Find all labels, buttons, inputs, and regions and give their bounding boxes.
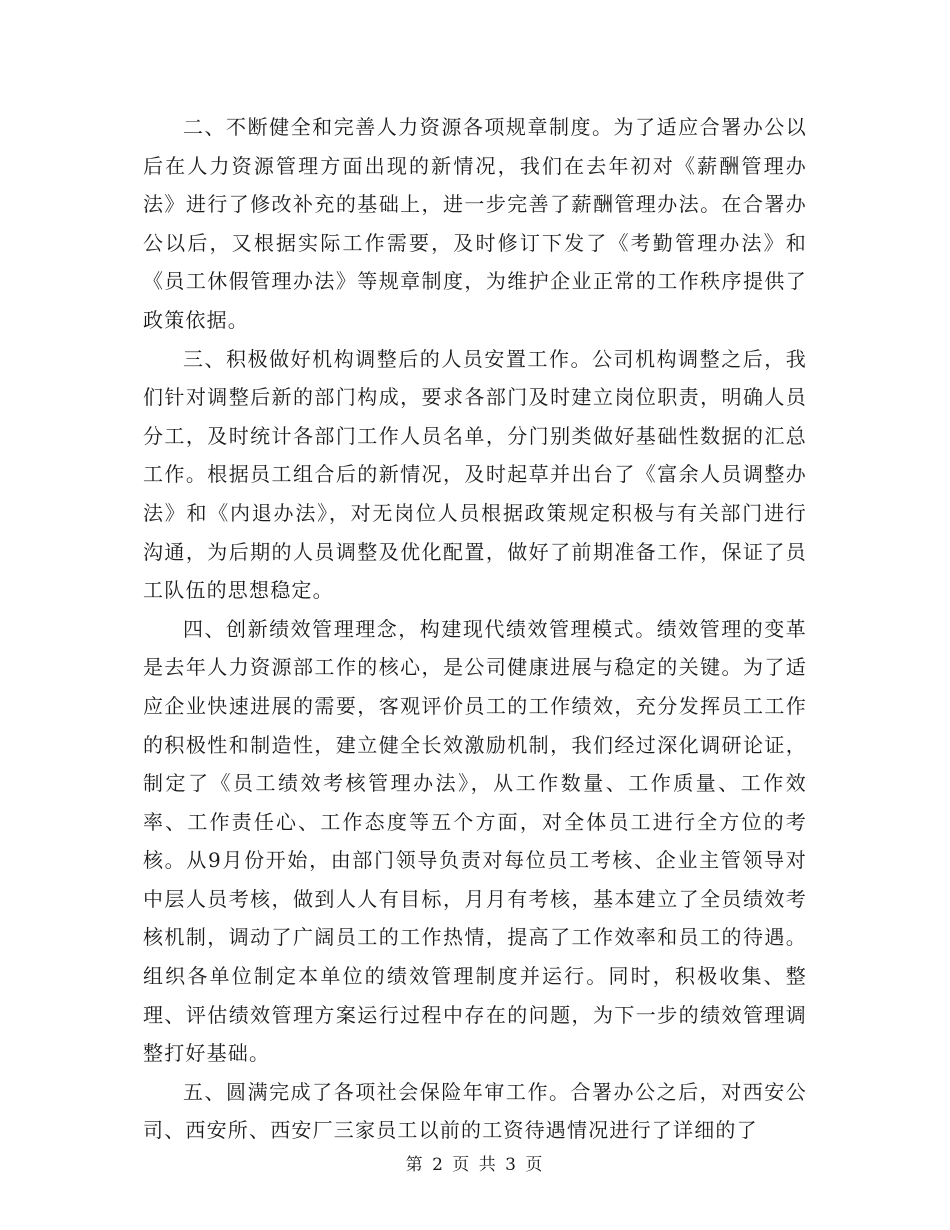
paragraph-4-performance-management: 四、创新绩效管理理念，构建现代绩效管理模式。绩效管理的变革是去年人力资源部工作的核心，是公司健康进展与稳定的关键。为了适应企业快速进展的需要，客观评价员工的工作绩效，充分发挥员工工作的积极性和制造性，建立健全长效激励机制，我们经过深化调研论证，制定了《员工绩效考核管理办法》，从工作数量、工作质量、工作效率、工作责任心、工作态度等五个方面，对全体员工进行全方位的考核。从9月份开始，由部门领导负责对每位员工考核、企业主管领导对中层人员考核，做到人人有目标，月月有考核，基本建立了全员绩效考核机制，调动了广阔员工的工作热情，提高了工作效率和员工的待遇。组织各单位制定本单位的绩效管理制度并运行。同时，积极收集、整理、评估绩效管理方案运行过程中存在的问题，为下一步的绩效管理调整打好基础。 [143, 616, 807, 1066]
document-body [143, 108, 807, 1150]
paragraph-3-staff-placement: 三、积极做好机构调整后的人员安置工作。公司机构调整之后，我们针对调整后新的部门构成，要求各部门及时建立岗位职责，明确人员分工，及时统计各部门工作人员名单，分门别类做好基础性数据的汇总工作。根据员工组合后的新情况，及时起草并出台了《富余人员调整办法》和《内退办法》，对无岗位人员根据政策规定积极与有关部门进行沟通，为后期的人员调整及优化配置，做好了前期准备工作，保证了员工队伍的思想稳定。 [143, 346, 807, 603]
paragraph-5-social-insurance: 五、圆满完成了各项社会保险年审工作。合署办公之后，对西安公司、西安所、西安厂三家员工以前的工资待遇情况进行了详细的了 [143, 1079, 807, 1143]
paragraph-2-regulations: 二、不断健全和完善人力资源各项规章制度。为了适应合署办公以后在人力资源管理方面出现的新情况，我们在去年初对《薪酬管理办法》进行了修改补充的基础上，进一步完善了薪酬管理办法。在合署办公以后，又根据实际工作需要，及时修订下发了《考勤管理办法》和《员工休假管理办法》等规章制度，为维护企业正常的工作秩序提供了政策依据。 [143, 115, 807, 332]
page-number-footer: 第 2 页 共 3 页 [405, 1155, 545, 1175]
